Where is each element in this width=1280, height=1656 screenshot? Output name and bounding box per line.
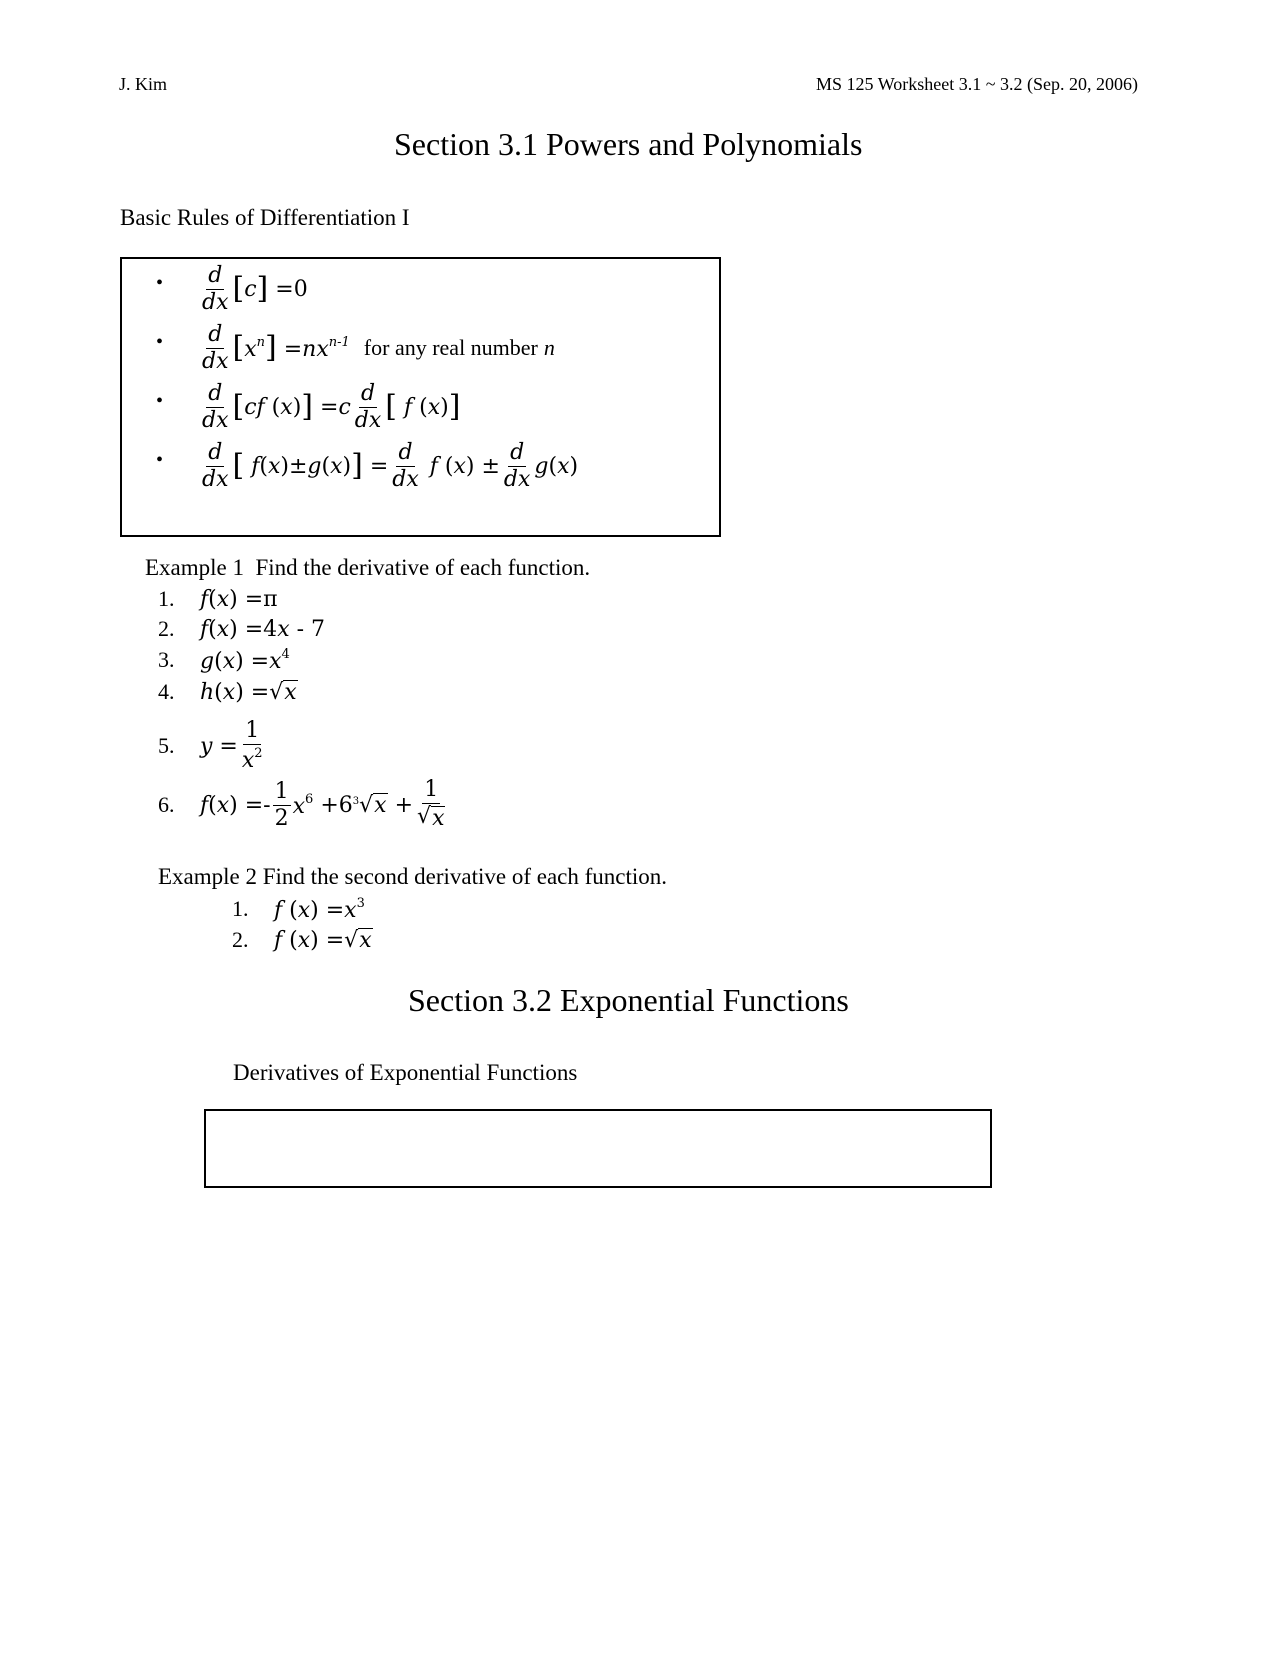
bullet: • xyxy=(156,390,164,412)
example1-item-2: 2. f(x) =4x - 7 xyxy=(158,616,326,642)
example1-item-5: 5. y = $\frac{1}{x^2}$ xyxy=(158,718,263,773)
example1-item-6: 6. f(x) =- $\frac{1}{2}$ $x^6$ +6 $^3$√ x + 1 √ x xyxy=(158,777,445,832)
rule-constant-multiple: $\frac{d}{dx}$ [ cf (x) ] = c $\frac{d}{dx}$ [ f (x) ] xyxy=(202,380,461,433)
exponential-box xyxy=(204,1109,992,1188)
section2-title: Section 3.2 Exponential Functions xyxy=(408,982,849,1018)
example1-item-3: 3. $g(x) =x^4$ xyxy=(158,646,290,674)
example2-heading: Example 2 Find the second derivative of each function. xyxy=(158,864,668,889)
rule-power: $\frac{d}{dx}$ [ $x^n$ ] $=nx^{n-1}$ for any real number n xyxy=(202,321,555,374)
example2-item-1: 1. f $(x) =x^3$ xyxy=(232,895,365,923)
example1-item-1: 1. f(x) =π xyxy=(158,586,278,612)
rule-power-suffix: for any real number xyxy=(363,335,538,360)
bullet: • xyxy=(156,272,164,294)
example1-item-4: 4. h(x) = √ x xyxy=(158,679,297,705)
bullet: • xyxy=(156,449,164,471)
rule-sum-difference: $\frac{d}{dx}$ [ f(x)±g(x) ] = $\frac{d}{dx}$ f (x) ± $\frac{d}{dx}$ g(x) xyxy=(202,439,579,492)
header-course: MS 125 Worksheet 3.1 ~ 3.2 (Sep. 20, 2006) xyxy=(816,74,1138,94)
example1-heading: Example 1 Find the derivative of each function. xyxy=(145,555,591,580)
section-title: Section 3.1 Powers and Polynomials xyxy=(394,126,863,162)
rule-power-var: n xyxy=(543,335,555,360)
section2-subtitle: Derivatives of Exponential Functions xyxy=(233,1060,578,1085)
section-subtitle: Basic Rules of Differentiation I xyxy=(120,205,410,230)
rule-constant: $\frac{d}{dx}$ [ c ] =0 xyxy=(202,262,308,315)
header-author: J. Kim xyxy=(119,74,168,94)
example2-item-2: 2. f (x) = √ x xyxy=(232,927,372,953)
bullet: • xyxy=(156,331,164,353)
